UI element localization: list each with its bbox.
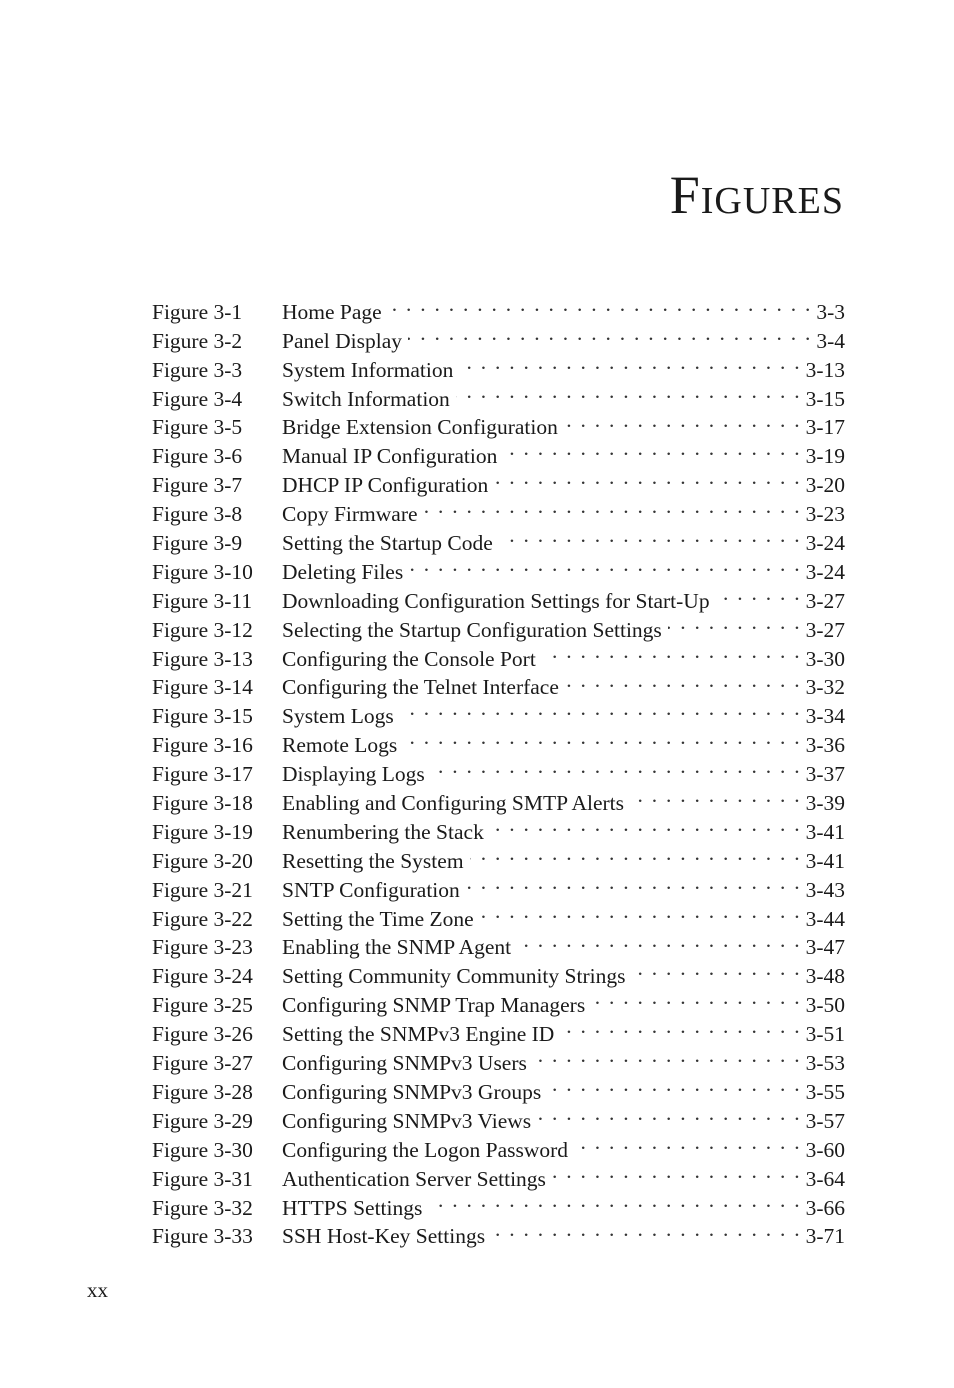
- figure-number: Figure 3-25: [152, 993, 253, 1018]
- figure-number: Figure 3-7: [152, 473, 243, 498]
- figure-title: System Information: [282, 357, 454, 382]
- figure-page-number: 3-24: [805, 559, 845, 584]
- figure-title: Selecting the Startup Configuration Settings: [282, 617, 662, 642]
- figure-title: Configuring SNMP Trap Managers: [282, 993, 586, 1018]
- figure-title: Resetting the System: [282, 848, 464, 873]
- figure-page-number: 3-41: [805, 848, 845, 873]
- figure-title: Enabling and Configuring SMTP Alerts: [282, 791, 624, 816]
- figure-number: Figure 3-26: [152, 1022, 253, 1047]
- figure-page-number: 3-13: [805, 357, 845, 382]
- figure-number: Figure 3-30: [152, 1137, 253, 1162]
- dot-leader: [494, 463, 799, 492]
- figure-number: Figure 3-4: [152, 386, 243, 411]
- figure-page-number: 3-34: [805, 704, 845, 729]
- figure-title: Setting the Startup Code: [282, 531, 493, 556]
- figure-title: Displaying Logs: [282, 762, 425, 787]
- figure-page-number: 3-15: [805, 386, 845, 411]
- figure-page-number: 3-27: [805, 588, 845, 613]
- dot-leader: [424, 492, 800, 521]
- figure-page-number: 3-51: [805, 1022, 845, 1047]
- figure-page-number: 3-41: [805, 819, 845, 844]
- figure-page-number: 3-32: [805, 675, 845, 700]
- figure-number: Figure 3-27: [152, 1051, 253, 1076]
- figure-number: Figure 3-24: [152, 964, 253, 989]
- dot-leader: [466, 868, 800, 897]
- dot-leader: [533, 1041, 800, 1070]
- dot-leader: [547, 1070, 799, 1099]
- figure-title: Configuring SNMPv3 Views: [282, 1108, 532, 1133]
- figure-number: Figure 3-8: [152, 502, 243, 527]
- figure-title: Panel Display: [282, 328, 403, 353]
- figure-title: Configuring the Telnet Interface: [282, 675, 559, 700]
- figure-number: Figure 3-29: [152, 1108, 253, 1133]
- figure-page-number: 3-24: [805, 531, 845, 556]
- figure-page-number: 3-39: [805, 791, 845, 816]
- figure-number: Figure 3-10: [152, 559, 253, 584]
- figure-page-number: 3-48: [805, 964, 845, 989]
- figure-number: Figure 3-9: [152, 531, 243, 556]
- dot-leader: [630, 781, 800, 810]
- dot-leader: [400, 694, 800, 723]
- figure-title: Configuring the Logon Password: [282, 1137, 569, 1162]
- figure-title: System Logs: [282, 704, 394, 729]
- figure-title: Authentication Server Settings: [282, 1166, 546, 1191]
- figure-title: Copy Firmware: [282, 502, 418, 527]
- dot-leader: [565, 666, 800, 695]
- figure-number: Figure 3-21: [152, 877, 253, 902]
- figure-number: Figure 3-23: [152, 935, 253, 960]
- figure-number: Figure 3-19: [152, 819, 253, 844]
- figure-number: Figure 3-11: [152, 588, 253, 613]
- figure-number: Figure 3-16: [152, 733, 253, 758]
- figure-title: DHCP IP Configuration: [282, 473, 489, 498]
- dot-leader: [591, 983, 799, 1012]
- figure-number: Figure 3-5: [152, 415, 243, 440]
- figure-page-number: 3-27: [805, 617, 845, 642]
- dot-leader: [574, 1128, 800, 1157]
- figures-list: [152, 290, 845, 1249]
- figure-title: SNTP Configuration: [282, 877, 460, 902]
- figure-page-number: 3-55: [805, 1079, 845, 1104]
- figure-page-number: 3-50: [805, 993, 845, 1018]
- figure-page-number: 3-36: [805, 733, 845, 758]
- figure-title: Remote Logs: [282, 733, 398, 758]
- figure-number: Figure 3-3: [152, 357, 243, 382]
- figure-title: Configuring the Console Port: [282, 646, 536, 671]
- dot-leader: [490, 810, 800, 839]
- dot-leader: [408, 319, 810, 348]
- dot-leader: [537, 1099, 799, 1128]
- figure-page-number: 3-20: [805, 473, 845, 498]
- figure-title: Bridge Extension Configuration: [282, 415, 558, 440]
- dot-leader: [668, 608, 800, 637]
- figure-number: Figure 3-6: [152, 444, 243, 469]
- figure-page-number: 3-71: [805, 1224, 845, 1249]
- dot-leader: [459, 348, 799, 377]
- figure-page-number: 3-17: [805, 415, 845, 440]
- figure-title: Setting the Time Zone: [282, 906, 474, 931]
- dot-leader: [480, 897, 800, 926]
- dot-leader: [499, 521, 800, 550]
- figure-page-number: 3-53: [805, 1051, 845, 1076]
- figure-page-number: 3-57: [805, 1108, 845, 1133]
- figure-page-number: 3-4: [816, 328, 845, 353]
- figure-page-number: 3-64: [805, 1166, 845, 1191]
- figure-title: Configuring SNMPv3 Users: [282, 1051, 527, 1076]
- dot-leader: [403, 723, 799, 752]
- figure-title: Renumbering the Stack: [282, 819, 484, 844]
- figure-number: Figure 3-20: [152, 848, 253, 873]
- figure-number: Figure 3-12: [152, 617, 253, 642]
- figure-number: Figure 3-15: [152, 704, 253, 729]
- figure-number: Figure 3-14: [152, 675, 253, 700]
- dot-leader: [409, 550, 799, 579]
- figure-number: Figure 3-22: [152, 906, 253, 931]
- figure-number: Figure 3-18: [152, 791, 253, 816]
- figure-title: SSH Host-Key Settings: [282, 1224, 486, 1249]
- figure-page-number: 3-19: [805, 444, 845, 469]
- figure-number: Figure 3-13: [152, 646, 253, 671]
- figure-number: Figure 3-1: [152, 299, 243, 324]
- dot-leader: [470, 839, 800, 868]
- figure-number: Figure 3-31: [152, 1166, 253, 1191]
- figure-number: Figure 3-28: [152, 1079, 253, 1104]
- figure-title: Setting the SNMPv3 Engine ID: [282, 1022, 555, 1047]
- figure-title: Switch Information: [282, 386, 450, 411]
- page-title: Figures: [669, 165, 844, 225]
- page-number: xx: [87, 1278, 108, 1302]
- figure-title: Enabling the SNMP Agent: [282, 935, 512, 960]
- figure-title: Setting Community Community Strings: [282, 964, 626, 989]
- figure-number: Figure 3-2: [152, 328, 243, 353]
- figure-title: Configuring SNMPv3 Groups: [282, 1079, 542, 1104]
- figure-page-number: 3-30: [805, 646, 845, 671]
- dot-leader: [388, 290, 811, 319]
- dot-leader: [491, 1215, 800, 1244]
- figure-page-number: 3-43: [805, 877, 845, 902]
- dot-leader: [560, 1012, 799, 1041]
- figure-title: Manual IP Configuration: [282, 444, 498, 469]
- figure-page-number: 3-44: [805, 906, 845, 931]
- dot-leader: [517, 926, 799, 955]
- figure-title: HTTPS Settings: [282, 1195, 423, 1220]
- dot-leader: [431, 752, 800, 781]
- figure-title: Home Page: [282, 299, 382, 324]
- dot-leader: [716, 579, 800, 608]
- figure-title: Deleting Files: [282, 559, 404, 584]
- figure-page-number: 3-60: [805, 1137, 845, 1162]
- figure-number: Figure 3-17: [152, 762, 253, 787]
- dot-leader: [428, 1186, 799, 1215]
- figure-page-number: 3-47: [805, 935, 845, 960]
- dot-leader: [552, 1157, 800, 1186]
- dot-leader: [456, 377, 800, 406]
- figure-number: Figure 3-33: [152, 1224, 253, 1249]
- figure-page-number: 3-66: [805, 1195, 845, 1220]
- figure-page-number: 3-3: [816, 299, 845, 324]
- figure-number: Figure 3-32: [152, 1195, 253, 1220]
- dot-leader: [503, 434, 799, 463]
- dot-leader: [564, 406, 800, 435]
- figure-title: Downloading Configuration Settings for Start-Up: [282, 588, 710, 613]
- dot-leader: [631, 954, 799, 983]
- dot-leader: [542, 637, 800, 666]
- toc-entry[interactable]: [152, 290, 845, 324]
- figure-page-number: 3-23: [805, 502, 845, 527]
- figure-page-number: 3-37: [805, 762, 845, 787]
